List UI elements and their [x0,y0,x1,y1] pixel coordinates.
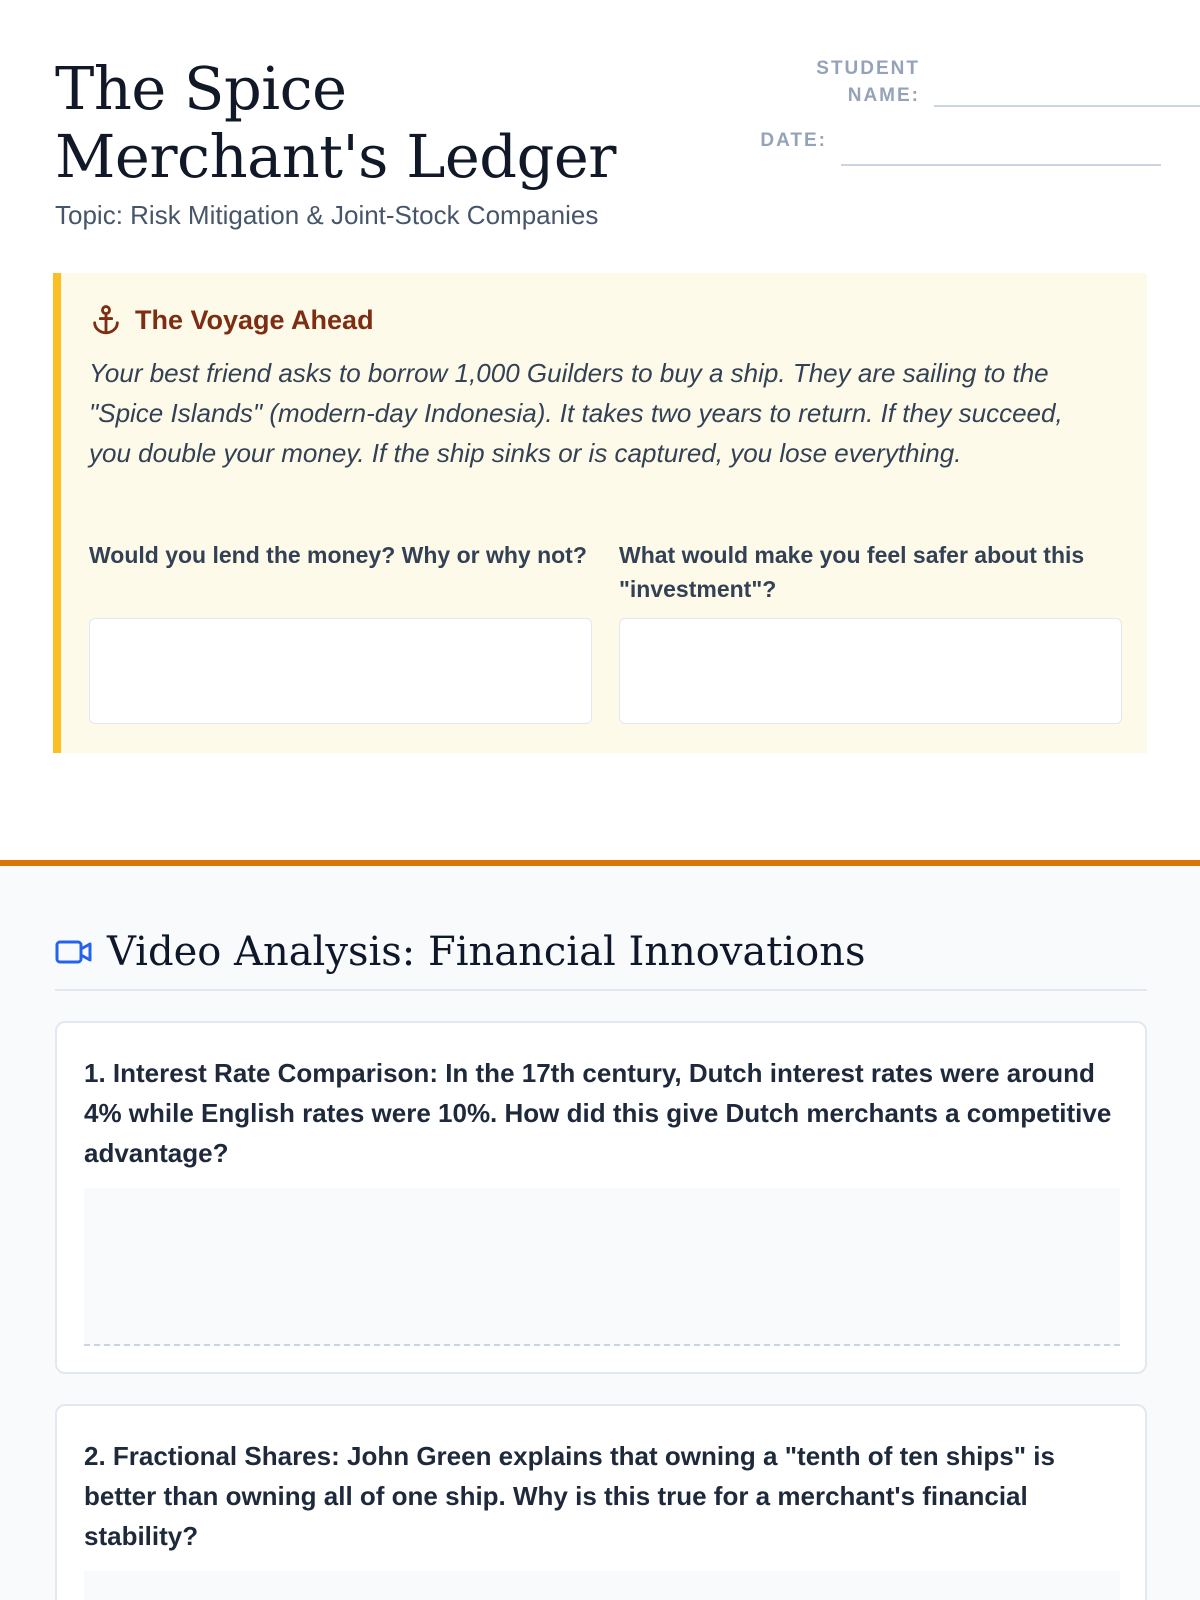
voyage-ahead-box [53,273,1147,753]
page-title: The Spice Merchant's Ledger [55,54,616,191]
voyage-answer-box-2[interactable] [619,618,1122,724]
answer-area-2[interactable] [84,1571,1120,1600]
voyage-title: The Voyage Ahead [135,304,374,335]
date-label: DATE: [760,130,827,151]
question-text: 2. Fractional Shares: John Green explains that owning a "tenth of ten ships" is better than owning all of one ship. Why is this true for a merchant's financial stability? [84,1441,1055,1551]
question-card-2 [55,1404,1147,1600]
student-name-label: STUDENT NAME: [816,58,920,106]
topic-subtitle: Topic: Risk Mitigation & Joint-Stock Companies [55,200,599,230]
voyage-question-label: Would you lend the money? Why or why not? [89,542,587,568]
anchor-icon [89,303,123,337]
voyage-header [89,303,374,337]
date-field[interactable] [700,127,1161,154]
voyage-question-1 [89,538,592,724]
voyage-question-2 [619,538,1122,724]
student-name-field[interactable] [755,55,1200,109]
section-title: Video Analysis: Financial Innovations [107,928,866,975]
video-camera-icon [55,938,93,966]
question-text: 1. Interest Rate Comparison: In the 17th century, Dutch interest rates were around 4% while English rates were 10%. How did this give Dutch merchants a competitive advantage? [84,1058,1112,1168]
student-name-line[interactable] [934,105,1200,107]
voyage-scenario-text: Your best friend asks to borrow 1,000 Guilders to buy a ship. They are sailing to the "Spice Islands" (modern-day Indonesia). It takes two years to return. If they succeed, you double your money. If the ship sinks or is captured, you lose everything. [89,358,1063,468]
date-line[interactable] [841,164,1161,166]
section-header [55,926,1147,991]
question-card-1 [55,1021,1147,1374]
voyage-question-label: What would make you feel safer about this "investment"? [619,542,1085,602]
answer-area-1[interactable] [84,1188,1120,1346]
worksheet-header [55,55,1147,235]
voyage-answer-box-1[interactable] [89,618,592,724]
video-analysis-section [0,860,1200,1600]
